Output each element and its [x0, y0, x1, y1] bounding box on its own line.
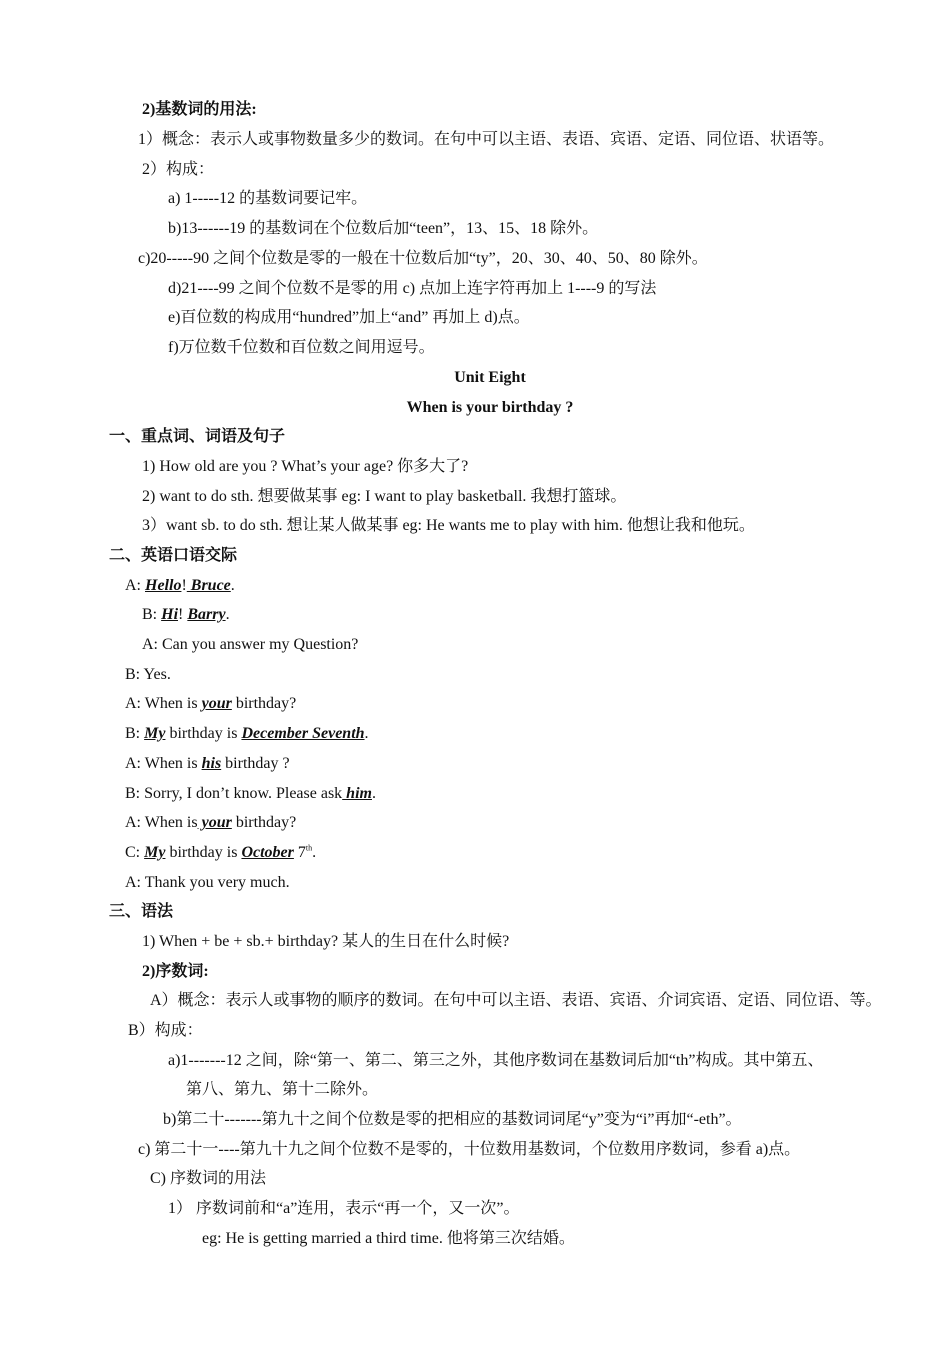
speaker-label: B: — [125, 785, 145, 802]
section1-heading: 一、重点词、词语及句子 — [109, 428, 286, 445]
cardinal-formation-label: 2）构成： — [142, 161, 215, 178]
speaker-label: A: — [125, 814, 145, 831]
emphasized-word: Barry — [187, 606, 226, 623]
dialogue-text: Can you answer my Question? — [162, 636, 359, 653]
ordinal-heading: 2)序数词: — [142, 963, 209, 980]
emphasized-word: his — [201, 755, 222, 772]
speaker-label: A: — [125, 695, 145, 712]
dialogue-text: birthday? — [231, 695, 297, 712]
speaker-label: B: — [125, 725, 145, 742]
section1-item-2: 2) want to do sth. 想要做某事 eg: I want to play basketball. 我想打篮球。 — [142, 488, 627, 505]
dialogue-line — [125, 843, 316, 863]
dialogue-text: When is — [144, 695, 202, 712]
dialogue-text: When is — [144, 755, 202, 772]
emphasized-word: Bruce — [186, 577, 231, 594]
dialogue-text: . — [371, 785, 376, 802]
section2-heading: 二、英语口语交际 — [109, 547, 238, 564]
ordinal-rule-a-line1: a)1-------12 之间，除“第一、第二、第三之外，其他序数词在基数词后加“th”构成。其中第五、 — [168, 1052, 824, 1069]
dialogue-line — [125, 784, 376, 804]
dialogue-text: . — [364, 725, 369, 742]
ordinal-rule-a-line2: 第八、第九、第十二除外。 — [186, 1081, 379, 1098]
unit-subtitle: When is your birthday ? — [406, 399, 574, 416]
emphasized-word: Hello — [145, 577, 182, 594]
ordinal-formation-label: B）构成： — [128, 1022, 203, 1039]
dialogue-line — [125, 665, 171, 685]
section1-item-3: 3）want sb. to do sth. 想让某人做某事 eg: He wants me to play with him. 他想让我和他玩。 — [142, 517, 755, 534]
dialogue-text: birthday is — [165, 725, 242, 742]
emphasized-word: your — [201, 695, 232, 712]
dialogue-line — [125, 873, 290, 893]
emphasized-word: December Seventh — [241, 725, 365, 742]
ordinal-usage-1: 1） 序数词前和“a”连用，表示“再一个，又一次”。 — [168, 1200, 520, 1217]
dialogue-text: Thank you very much. — [144, 874, 290, 891]
dialogue-line — [125, 724, 369, 744]
speaker-label: A: — [125, 755, 145, 772]
ordinal-concept: A）概念：表示人或事物的顺序的数词。在句中可以主语、表语、宾语、介词宾语、定语、同位语、等。 — [150, 992, 882, 1009]
dialogue-text: birthday ? — [221, 755, 290, 772]
ordinal-usage-1-example: eg: He is getting married a third time. 他将第三次结婚。 — [202, 1230, 575, 1247]
dialogue-text: 7 — [293, 844, 306, 861]
dialogue-line — [125, 576, 235, 596]
ordinal-usage-label: C) 序数词的用法 — [150, 1170, 267, 1187]
emphasized-word: him — [342, 785, 372, 802]
dialogue-text: ! — [178, 606, 188, 623]
ordinal-rule-b: b)第二十-------第九十之间个位数是零的把相应的基数词词尾“y”变为“i”再加“-eth”。 — [163, 1111, 742, 1128]
cardinal-usage-heading: 2)基数词的用法: — [142, 101, 257, 118]
cardinal-rule-d: d)21----99 之间个位数不是零的用 c) 点加上连字符再加上 1----9 的写法 — [168, 280, 657, 297]
cardinal-concept: 1）概念：表示人或事物数量多少的数词。在句中可以主语、表语、宾语、定语、同位语、状语等。 — [138, 131, 835, 148]
section3-heading: 三、语法 — [109, 903, 174, 920]
dialogue-text: Yes. — [143, 666, 171, 683]
cardinal-rule-f: f)万位数千位数和百位数之间用逗号。 — [168, 339, 435, 356]
cardinal-rule-c: c)20-----90 之间个位数是零的一般在十位数后加“ty”，20、30、40、50、80 除外。 — [138, 250, 708, 267]
speaker-label: A: — [125, 577, 145, 594]
unit-title: Unit Eight — [454, 369, 526, 386]
dialogue-text: Sorry, I don’t know. Please ask — [144, 785, 343, 802]
cardinal-rule-e: e)百位数的构成用“hundred”加上“and” 再加上 d)点。 — [168, 309, 530, 326]
speaker-label: C: — [125, 844, 145, 861]
emphasized-word: My — [144, 844, 166, 861]
speaker-label: A: — [142, 636, 162, 653]
emphasized-word: My — [144, 725, 166, 742]
dialogue-text: When is — [144, 814, 198, 831]
emphasized-word: your — [197, 814, 232, 831]
dialogue-text: birthday? — [231, 814, 297, 831]
speaker-label: A: — [125, 874, 145, 891]
ordinal-rule-c: c) 第二十一----第九十九之间个位数不是零的，十位数用基数词，个位数用序数词，参看 a)点。 — [138, 1141, 801, 1158]
superscript-text: th — [305, 843, 313, 853]
dialogue-text: . — [225, 606, 230, 623]
dialogue-text: . — [230, 577, 235, 594]
speaker-label: B: — [142, 606, 162, 623]
dialogue-line — [125, 754, 290, 774]
speaker-label: B: — [125, 666, 144, 683]
cardinal-rule-b: b)13------19 的基数词在个位数后加“teen”，13、15、18 除外。 — [168, 220, 599, 237]
grammar-item-1: 1) When + be + sb.+ birthday? 某人的生日在什么时候? — [142, 933, 510, 950]
dialogue-text: . — [312, 844, 317, 861]
section1-item-1: 1) How old are you ? What’s your age? 你多大了? — [142, 458, 469, 475]
dialogue-line — [142, 605, 230, 625]
cardinal-rule-a: a) 1-----12 的基数词要记牢。 — [168, 190, 368, 207]
dialogue-line — [125, 694, 296, 714]
dialogue-line — [125, 813, 296, 833]
dialogue-text: birthday is — [165, 844, 242, 861]
dialogue-text: ! — [181, 577, 187, 594]
dialogue-line — [142, 635, 358, 655]
emphasized-word: Hi — [161, 606, 179, 623]
emphasized-word: October — [241, 844, 294, 861]
